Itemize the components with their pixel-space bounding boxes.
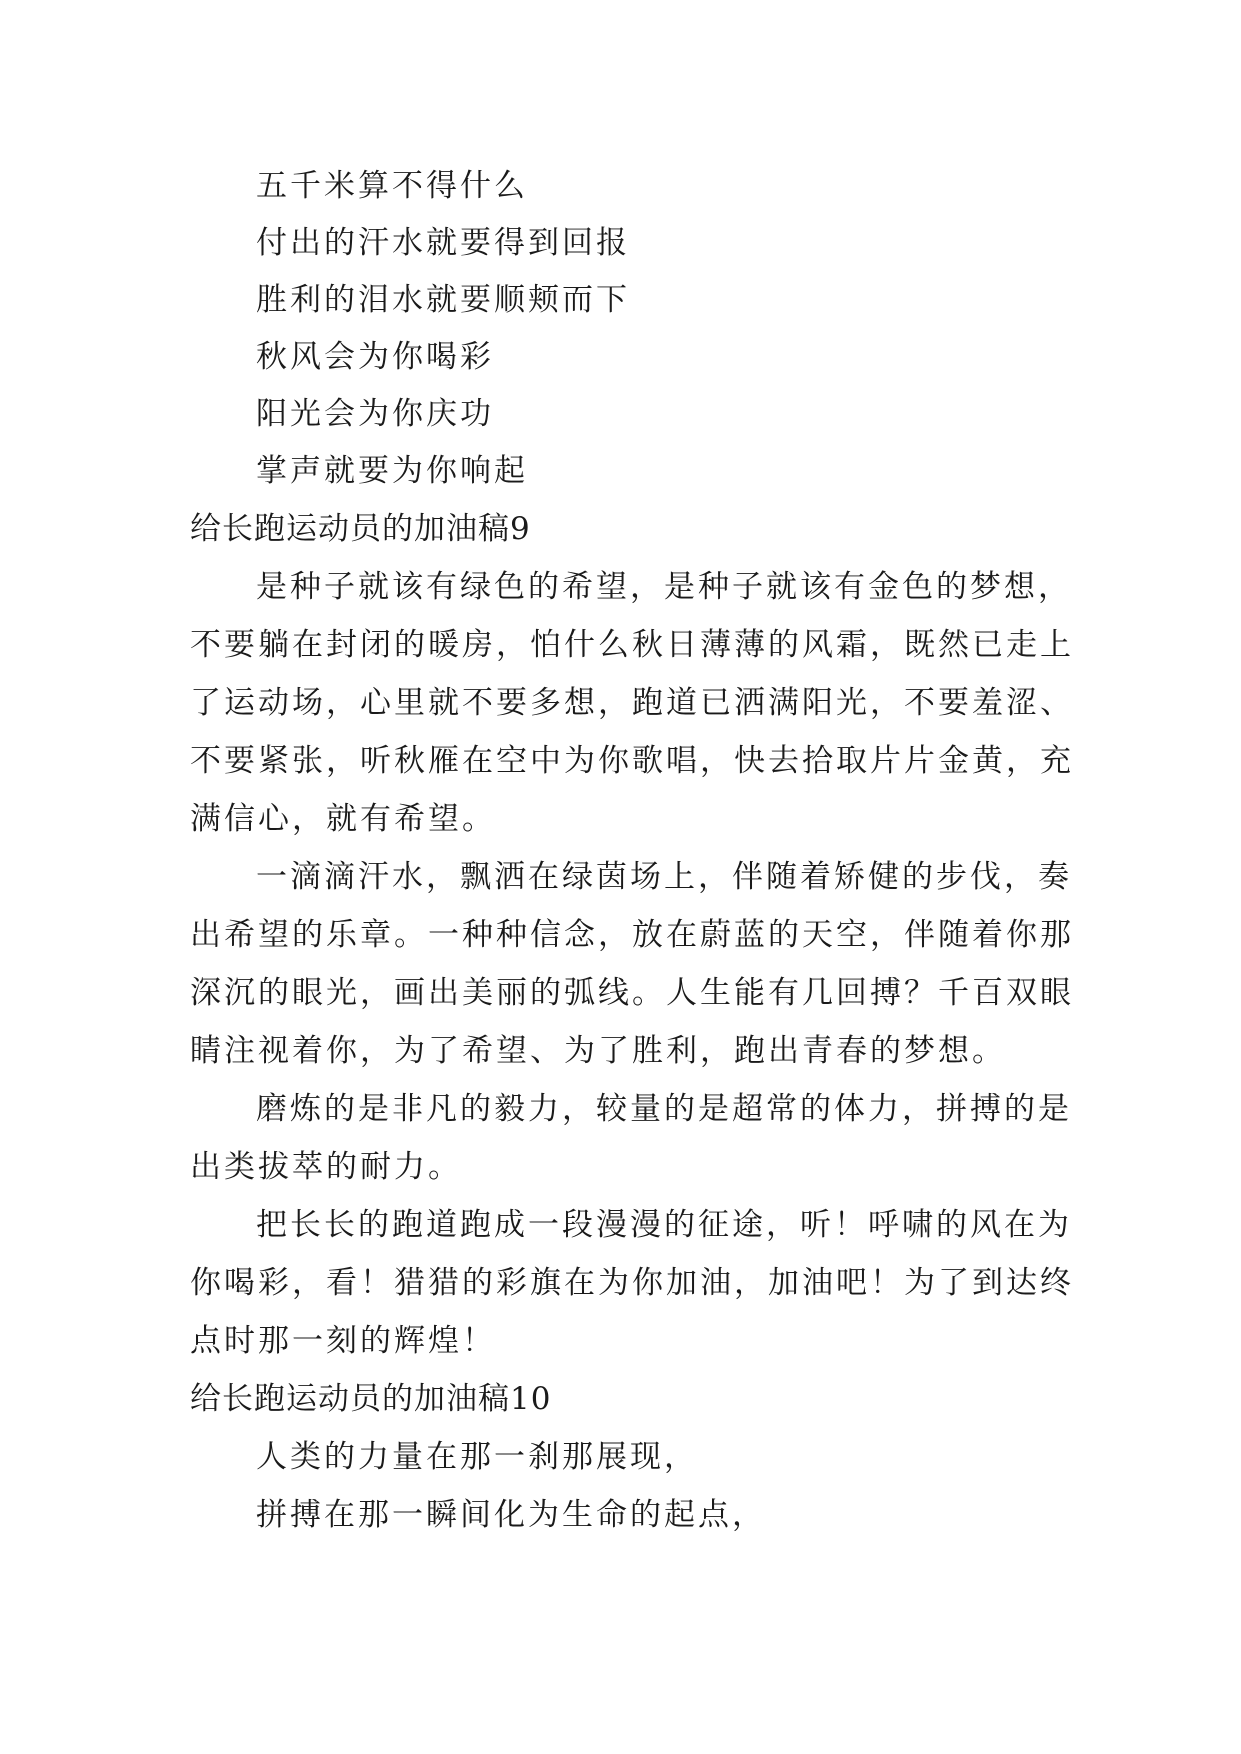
poem-line: 五千米算不得什么	[256, 168, 528, 204]
paragraph-line: 不要紧张，听秋雁在空中为你歌唱，快去拾取片片金黄，充	[190, 743, 1074, 779]
paragraph-line: 了运动场，心里就不要多想，跑道已洒满阳光，不要羞涩、	[190, 685, 1074, 721]
paragraph-line: 不要躺在封闭的暖房，怕什么秋日薄薄的风霜，既然已走上	[190, 627, 1074, 663]
paragraph-line: 点时那一刻的辉煌！	[190, 1323, 496, 1359]
poem-line: 人类的力量在那一刹那展现，	[256, 1439, 698, 1475]
paragraph-line: 磨炼的是非凡的毅力，较量的是超常的体力，拼搏的是	[256, 1091, 1072, 1127]
poem-line: 胜利的泪水就要顺颊而下	[256, 282, 630, 318]
poem-line: 阳光会为你庆功	[256, 396, 494, 432]
paragraph-line: 一滴滴汗水，飘洒在绿茵场上，伴随着矫健的步伐，奏	[256, 859, 1072, 895]
poem-line: 秋风会为你喝彩	[256, 339, 494, 375]
paragraph-line: 把长长的跑道跑成一段漫漫的征途，听！呼啸的风在为	[256, 1207, 1072, 1243]
paragraph-line: 满信心，就有希望。	[190, 801, 496, 837]
section-heading: 给长跑运动员的加油稿9	[190, 511, 531, 547]
paragraph-line: 睛注视着你，为了希望、为了胜利，跑出青春的梦想。	[190, 1033, 1006, 1069]
poem-line: 付出的汗水就要得到回报	[256, 225, 630, 261]
paragraph-line: 出希望的乐章。一种种信念，放在蔚蓝的天空，伴随着你那	[190, 917, 1074, 953]
poem-line: 掌声就要为你响起	[256, 453, 528, 489]
poem-line: 拼搏在那一瞬间化为生命的起点，	[256, 1497, 766, 1533]
paragraph-line: 出类拔萃的耐力。	[190, 1149, 462, 1185]
paragraph-line: 是种子就该有绿色的希望，是种子就该有金色的梦想，	[256, 569, 1072, 605]
section-heading: 给长跑运动员的加油稿10	[190, 1381, 552, 1417]
paragraph-line: 深沉的眼光，画出美丽的弧线。人生能有几回搏？千百双眼	[190, 975, 1074, 1011]
paragraph-line: 你喝彩，看！猎猎的彩旗在为你加油，加油吧！为了到达终	[190, 1265, 1074, 1301]
